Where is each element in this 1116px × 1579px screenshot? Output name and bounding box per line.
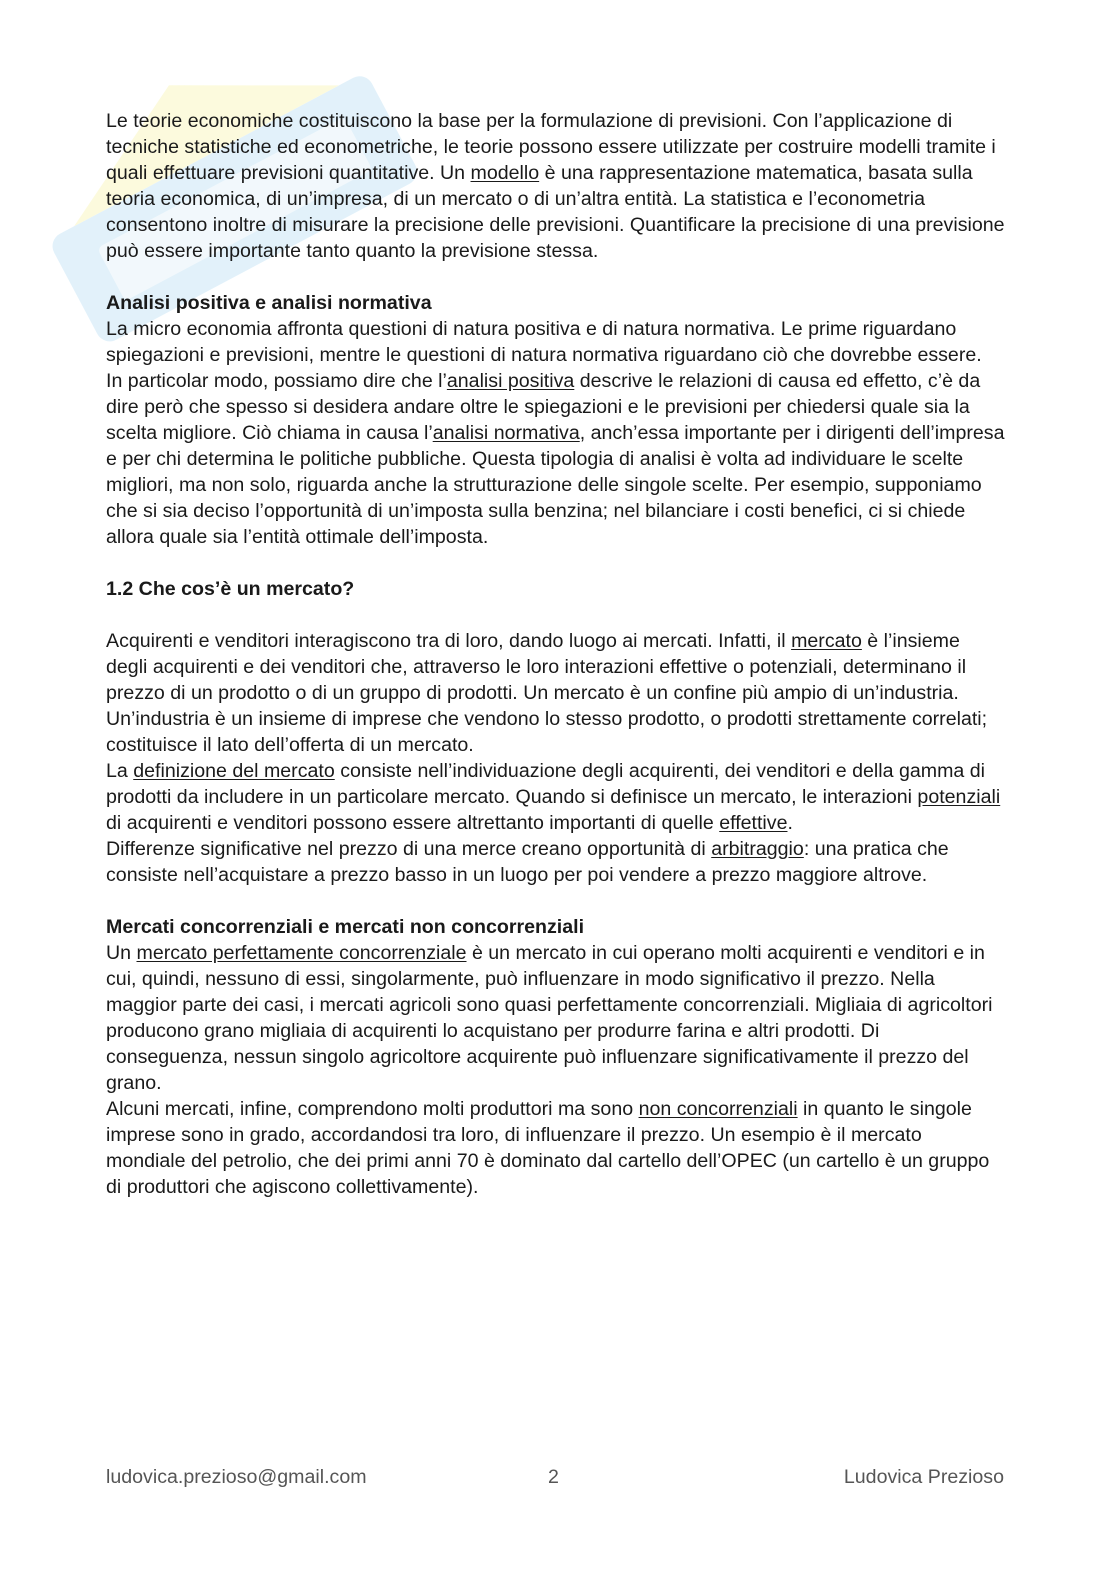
text-segment: Le teorie economiche costituiscono la base per la formulazione di previsioni. Con l’applicazione di tecniche statistiche ed econometriche, le teorie possono essere utilizzate per costruire modelli tramite i quali effettuare previsioni quantitative. Un: [106, 110, 996, 184]
text-segment: è l’insieme degli acquirenti e dei venditori che, attraverso le loro interazioni effettive o potenziali, determinano il prezzo di un prodotto o di un gruppo di prodotti. Un mercato è un confine più ampio di un’industria. Un’industria è un insieme di imprese che vendono lo stesso prodotto, o prodotti strettamente correlati; costituisce il lato dell’offerta di un mercato.: [106, 630, 988, 756]
text-segment: è un mercato in cui operano molti acquirenti e venditori e in cui, quindi, nessuno di essi, singolarmente, può influenzare in modo significativo il prezzo. Nella maggior parte dei casi, i mercati agricoli sono quasi perfettamente concorrenziali. Migliaia di agricoltori producono grano migliaia di acquirenti lo acquistano per produrre farina e altri prodotti. Di conseguenza, nessun singolo agricoltore acquirente può influenzare significativamente il prezzo del grano.: [106, 942, 993, 1094]
paragraph-definizione: [106, 758, 1006, 836]
term-definizione-mercato: definizione del mercato: [133, 760, 335, 782]
term-mercato: mercato: [791, 630, 862, 652]
term-arbitraggio: arbitraggio: [711, 838, 804, 860]
paragraph-concorrenziale: [106, 940, 1006, 1096]
paragraph-arbitraggio: [106, 836, 1006, 888]
text-segment: è una rappresentazione matematica, basata sulla teoria economica, di un’impresa, di un mercato o di un’altra entità. La statistica e l’econometria consentono inoltre di misurare la precisione delle previsioni. Quantificare la precisione di una previsione può essere importante tanto quanto la previsione stessa.: [106, 162, 1005, 262]
term-mercato-perfettamente-concorrenziale: mercato perfettamente concorrenziale: [136, 942, 467, 964]
text-segment: di acquirenti e venditori possono essere altrettanto importanti di quelle: [106, 812, 720, 834]
footer-author: Ludovica Prezioso: [843, 1466, 1004, 1488]
paragraph-mercato: [106, 628, 1006, 758]
text-segment: Alcuni mercati, infine, comprendono molti produttori ma sono: [106, 1098, 639, 1120]
text-segment: , anch’essa importante per i dirigenti dell’impresa e per chi determina le politiche pubbliche. Questa tipologia di analisi è volta ad individuare le scelte migliori, ma non solo, riguarda anche la strutturazione delle singole scelte. Per esempio, supponiamo che si sia deciso l’opportunità di un’imposta sulla benzina; nel bilanciare i costi benefici, ci si chiede allora quale sia l’entità ottimale dell’imposta.: [106, 422, 1005, 548]
text-segment: in quanto le singole imprese sono in grado, accordandosi tra loro, di influenzare il prezzo. Un esempio è il mercato mondiale del petrolio, che dei primi anni 70 è dominato dal cartello dell’OPEC (un cartello è un gruppo di produttori che agiscono collettivamente).: [106, 1098, 990, 1198]
section-heading-analisi: Analisi positiva e analisi normativa: [106, 292, 432, 314]
page-footer: [106, 1466, 1004, 1492]
term-effettive: effettive: [719, 812, 788, 834]
footer-page-number: 2: [548, 1466, 559, 1488]
paragraph-micro-economia: La micro economia affronta questioni di natura positiva e di natura normativa. Le prime riguardano spiegazioni e previsioni, mentre le questioni di natura normativa riguardano ciò che dovrebbe essere.: [106, 318, 982, 366]
text-segment: .: [787, 812, 793, 834]
text-segment: In particolar modo, possiamo dire che l’: [106, 370, 447, 392]
text-segment: Un: [106, 942, 137, 964]
paragraph-non-concorrenziali: [106, 1096, 1006, 1200]
text-segment: La: [106, 760, 134, 782]
section-heading-mercato: 1.2 Che cos’è un mercato?: [106, 578, 355, 600]
text-segment: descrive le relazioni di causa ed effetto, c’è da dire però che spesso si desidera andare oltre le spiegazioni e le previsioni per chiedersi quale sia la scelta migliore. Ciò chiama in causa l’: [106, 370, 981, 444]
term-analisi-positiva: analisi positiva: [446, 370, 575, 392]
text-segment: Differenze significative nel prezzo di una merce creano opportunità di: [106, 838, 712, 860]
section-heading-concorrenziali: Mercati concorrenziali e mercati non concorrenziali: [106, 916, 585, 938]
text-segment: consiste nell’individuazione degli acquirenti, dei venditori e della gamma di prodotti da includere in un particolare mercato. Quando si definisce un mercato, le interazioni: [106, 760, 985, 808]
paragraph-analisi: [106, 368, 1006, 550]
term-potenziali: potenziali: [917, 786, 1001, 808]
text-segment: Acquirenti e venditori interagiscono tra di loro, dando luogo ai mercati. Infatti, il: [106, 630, 792, 652]
paragraph-intro: [106, 108, 1006, 264]
text-segment: : una pratica che consiste nell’acquistare a prezzo basso in un luogo per poi vendere a prezzo maggiore altrove.: [106, 838, 949, 886]
main-content: [106, 108, 1006, 1200]
term-analisi-normativa: analisi normativa: [432, 422, 580, 444]
term-modello: modello: [470, 162, 540, 184]
footer-email: ludovica.prezioso@gmail.com: [106, 1466, 367, 1488]
term-non-concorrenziali: non concorrenziali: [638, 1098, 798, 1120]
